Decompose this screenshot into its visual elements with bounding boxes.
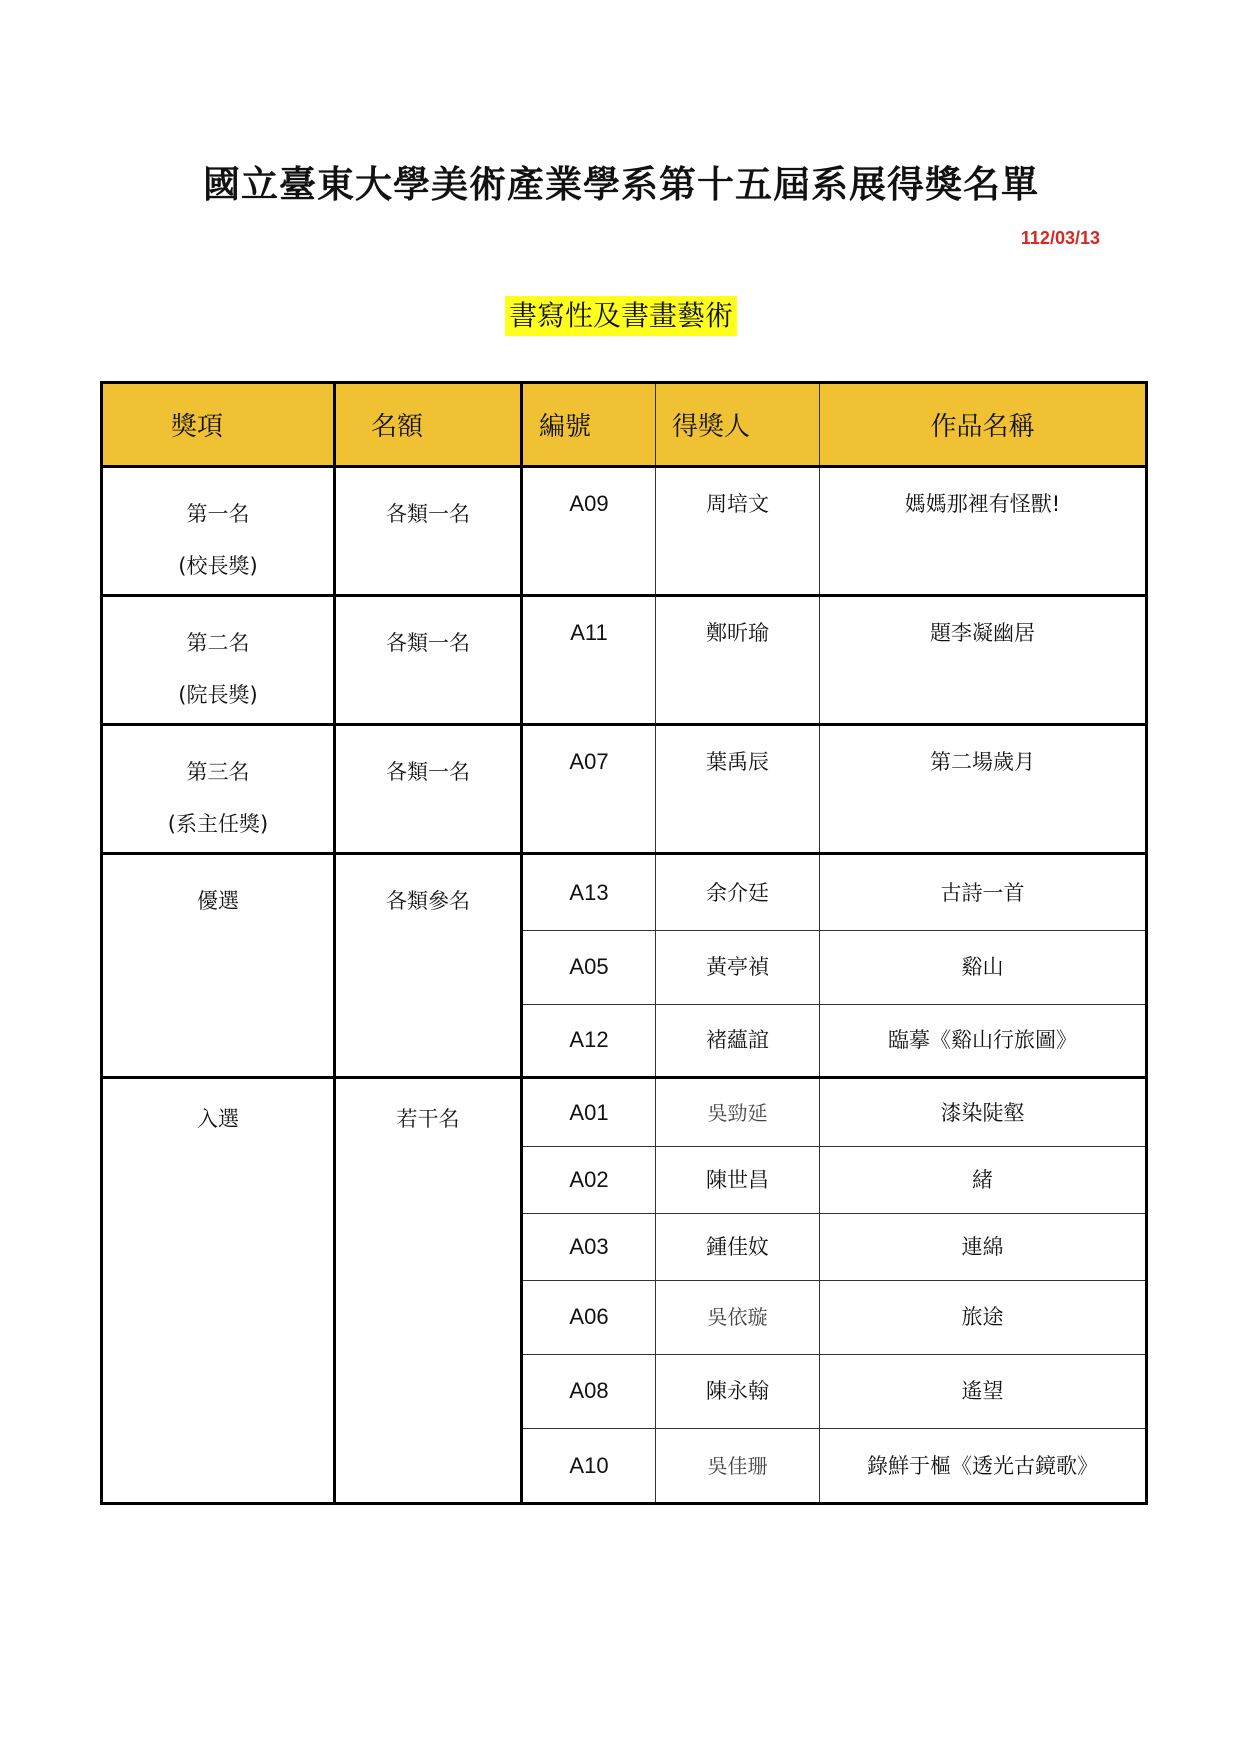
quota-cell: 若干名 — [335, 1078, 522, 1504]
table-row — [102, 725, 1147, 854]
header-work-title: 作品名稱 — [820, 383, 1147, 467]
entry-work-title: 旅途 — [820, 1280, 1147, 1354]
entry-work-title: 媽媽那裡有怪獸! — [820, 467, 1147, 596]
announcement-date: 112/03/13 — [1020, 228, 1100, 248]
table-row — [102, 467, 1147, 596]
entry-work-title: 古詩一首 — [820, 854, 1147, 931]
entry-work-title: 第二場歲月 — [820, 725, 1147, 854]
entry-work-title: 連綿 — [820, 1214, 1147, 1281]
award-label: 入選 — [197, 1107, 239, 1132]
entry-code: A02 — [522, 1146, 656, 1214]
entry-recipient: 陳永翰 — [656, 1354, 820, 1429]
entry-recipient: 黃亭禎 — [656, 930, 820, 1004]
entry-code: A12 — [522, 1004, 656, 1078]
entry-code: A03 — [522, 1214, 656, 1281]
entry-work-title: 遙望 — [820, 1354, 1147, 1429]
quota-cell: 各類參名 — [335, 854, 522, 1078]
award-label: 第三名 — [186, 760, 250, 785]
page-title: 國立臺東大學美術產業學系第十五屆系展得獎名單 — [203, 163, 1039, 206]
header-award: 獎項 — [102, 383, 335, 467]
entry-work-title: 緒 — [820, 1146, 1147, 1214]
entry-code: A10 — [522, 1429, 656, 1504]
entry-code: A09 — [522, 467, 656, 596]
entry-recipient: 吳依璇 — [656, 1280, 820, 1354]
award-note: (系主任獎) — [167, 812, 269, 837]
award-label: 優選 — [197, 889, 239, 914]
section-heading-wrap — [0, 296, 1242, 336]
entry-recipient: 葉禹辰 — [656, 725, 820, 854]
quota-cell: 各類一名 — [335, 725, 522, 854]
entry-recipient: 吳勁延 — [656, 1078, 820, 1147]
entry-recipient: 余介廷 — [656, 854, 820, 931]
entry-work-title: 錄鮮于樞《透光古鏡歌》 — [820, 1429, 1147, 1504]
award-note: (院長獎) — [178, 683, 258, 708]
entry-work-title: 谿山 — [820, 930, 1147, 1004]
table-row — [102, 854, 1147, 931]
entry-work-title: 題李凝幽居 — [820, 596, 1147, 725]
award-cell — [102, 596, 335, 725]
entry-code: A01 — [522, 1078, 656, 1147]
award-cell — [102, 725, 335, 854]
award-cell — [102, 854, 335, 1078]
entry-recipient: 周培文 — [656, 467, 820, 596]
entry-recipient: 鍾佳妏 — [656, 1214, 820, 1281]
entry-recipient: 吳佳珊 — [656, 1429, 820, 1504]
entry-code: A13 — [522, 854, 656, 931]
award-cell — [102, 1078, 335, 1504]
table-row — [102, 596, 1147, 725]
entry-recipient: 褚蘊誼 — [656, 1004, 820, 1078]
entry-code: A06 — [522, 1280, 656, 1354]
header-recipient: 得獎人 — [656, 383, 820, 467]
entry-code: A08 — [522, 1354, 656, 1429]
entry-recipient: 鄭昕瑜 — [656, 596, 820, 725]
entry-work-title: 漆染陡壑 — [820, 1078, 1147, 1147]
table-row — [102, 1078, 1147, 1147]
quota-cell: 各類一名 — [335, 467, 522, 596]
entry-code: A11 — [522, 596, 656, 725]
award-label: 第二名 — [186, 631, 250, 656]
entry-work-title: 臨摹《谿山行旅圖》 — [820, 1004, 1147, 1078]
entry-recipient: 陳世昌 — [656, 1146, 820, 1214]
section-heading: 書寫性及書畫藝術 — [505, 296, 737, 336]
award-note: (校長獎) — [178, 554, 258, 578]
awards-table — [100, 381, 1148, 1505]
table-header-row — [102, 383, 1147, 467]
award-label: 第一名 — [186, 502, 250, 526]
quota-cell: 各類一名 — [335, 596, 522, 725]
header-code: 編號 — [522, 383, 656, 467]
award-cell — [102, 467, 335, 596]
header-quota: 名額 — [335, 383, 522, 467]
entry-code: A05 — [522, 930, 656, 1004]
entry-code: A07 — [522, 725, 656, 854]
